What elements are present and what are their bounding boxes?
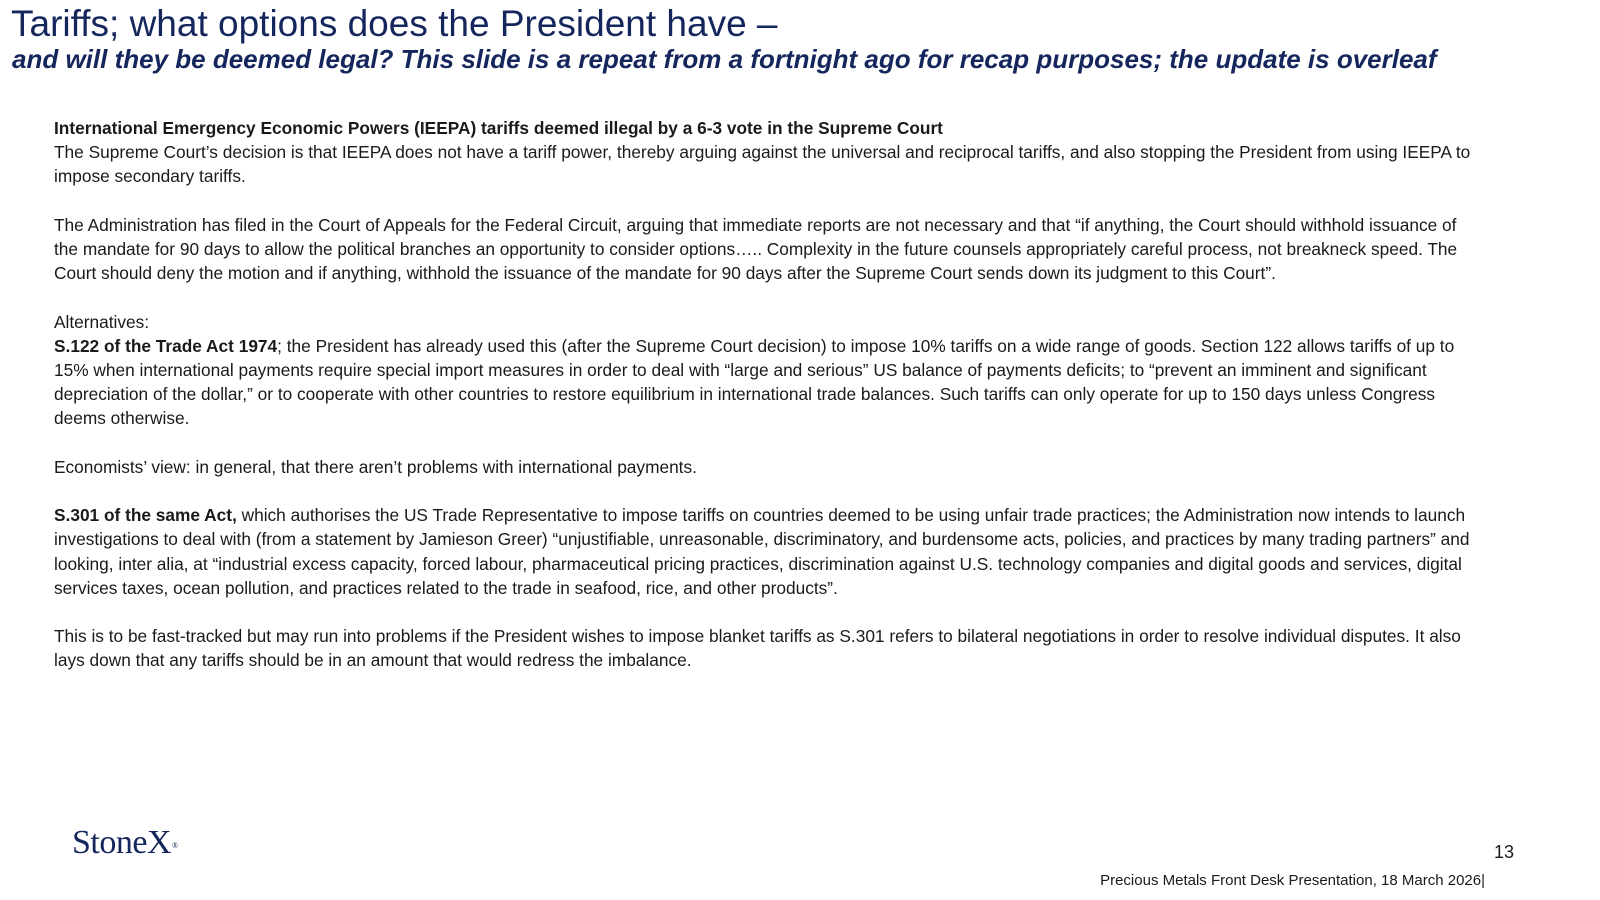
s301-paragraph <box>54 503 1474 600</box>
s122-text: ; the President has already used this (after the Supreme Court decision) to impose 10% tariffs on a wide range of goods. Section 122 allows tariffs of up to 15% when international payments require special import measures in order to deal with “large and serious” US balance of payments deficits; to “prevent an imminent and significant depreciation of the dollar,” or to cooperate with other countries to restore equilibrium in international trade balances. Such tariffs can only operate for up to 150 days unless Congress deems otherwise. <box>54 335 1455 429</box>
slide-title: Tariffs; what options does the President have – <box>11 3 778 44</box>
economists-paragraph: Economists’ view: in general, that there aren’t problems with international payments. <box>54 456 697 477</box>
ieepa-heading <box>54 116 1474 140</box>
logo-wordmark: StoneX <box>72 824 171 861</box>
fasttrack-paragraph: This is to be fast-tracked but may run into problems if the President wishes to impose blanket tariffs as S.301 refers to bilateral negotiations in order to resolve individual disputes. It also lays down that any tariffs should be in an amount that would redress the imbalance. <box>54 626 1461 671</box>
s122-label: S.122 of the Trade Act 1974 <box>54 335 278 356</box>
alternatives-label: Alternatives: <box>54 311 150 332</box>
s301-text: which authorises the US Trade Representative to impose tariffs on countries deemed to be using unfair trade practices; the Administration now intends to launch investigations to deal with (from a statement by Jamieson Greer) “unjustifiable, unreasonable, discriminatory, and burdensome acts, policies, and practices by many trading partners” and looking, inter alia, at “industrial excess capacity, forced labour, pharmaceutical pricing practices, discrimination against U.S. technology companies and digital goods and services, digital services taxes, ocean pollution, and practices related to the trade in seafood, rice, and other products”. <box>54 505 1470 598</box>
spacer <box>54 479 1474 503</box>
registered-mark: ® <box>172 841 178 850</box>
stonex-logo <box>72 826 178 860</box>
slide-subtitle: and will they be deemed legal? This slide is a repeat from a fortnight ago for recap purposes; the update is overleaf <box>12 44 1437 74</box>
spacer <box>54 285 1474 309</box>
presentation-footer: Precious Metals Front Desk Presentation, 18 March 2026| <box>1100 872 1485 889</box>
spacer <box>54 600 1474 624</box>
spacer <box>54 189 1474 213</box>
spacer <box>54 431 1474 455</box>
s122-paragraph <box>54 334 1474 431</box>
ieepa-heading-text: International Emergency Economic Powers (IEEPA) tariffs deemed illegal by a 6-3 vote in the Supreme Court <box>54 118 943 138</box>
administration-paragraph: The Administration has filed in the Court of Appeals for the Federal Circuit, arguing that immediate reports are not necessary and that “if anything, the Court should withhold issuance of the mandate for 90 days to allow the political branches an opportunity to consider options….. Complexity in the future counsels appropriately careful process, not breakneck speed. The Court should deny the motion and if anything, withhold the issuance of the mandate for 90 days after the Supreme Court sends down its judgment to this Court”. <box>54 214 1458 284</box>
page-number: 13 <box>1493 842 1514 862</box>
s301-label: S.301 of the same Act, <box>54 505 237 526</box>
slide-body <box>54 116 1474 673</box>
ieepa-paragraph: The Supreme Court’s decision is that IEEPA does not have a tariff power, thereby arguing against the universal and reciprocal tariffs, and also stopping the President from using IEEPA to impose secondary tariffs. <box>54 142 1471 187</box>
